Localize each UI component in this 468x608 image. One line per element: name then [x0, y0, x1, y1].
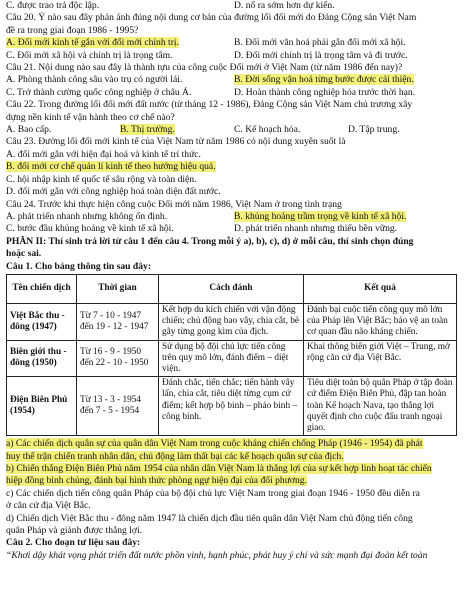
part2-title-line2: hoặc sai. — [6, 248, 42, 260]
statement-a-line2: huy thế trận chiến tranh nhân dân, chủ động làm thất bại các kế hoạch quân sự của địch. — [6, 450, 344, 462]
q22-stem-line1: Câu 22. Trong đường lối đổi mới đất nước (từ tháng 12 - 1986), Đảng Cộng sản Việt Nam chủ trương xây — [6, 99, 413, 111]
q20-option-c: C. Đổi mới xã hội và chính trị là trọng tâm. — [6, 49, 173, 61]
q22-option-a: A. Bao cấp. — [6, 124, 52, 136]
q20-stem-line1: Câu 20. Ý nào sau đây phản ánh đúng nội dung cơ bản của đường lối đổi mới do Đảng Cộng sản Việt Nam — [6, 12, 417, 24]
q20-option-d: D. Đổi mới chính trị là trọng tâm và đi trước. — [234, 49, 408, 61]
q22-stem-line2: dựng nền kinh tế vận hành theo cơ chế nào? — [6, 111, 175, 123]
table-row — [7, 303, 457, 340]
q21-options-ab — [6, 74, 462, 86]
q21-option-b: B. Đời sống vận hoá từng bước được cải thiện. — [234, 74, 414, 86]
statement-c-line2: ở căn cứ địa Việt Bắc. — [6, 500, 91, 512]
q24-stem: Câu 24. Trước khi thực hiện công cuộc Đổi mới năm 1986, Việt Nam ở trong tình trạng — [6, 198, 342, 210]
statement-b-line2: hiệp đồng binh chủng, đánh bại hình thức phòng ngự hiện đại của đối phương. — [6, 475, 307, 487]
q20-option-a: A. Đổi mới kinh tế gắn với đổi mới chính trị. — [6, 37, 179, 49]
q19-options — [6, 0, 462, 12]
q19-option-d: D. nổ ra sớm hơn dự kiến. — [234, 0, 335, 11]
q23-option-d: D. đổi mới gắn với công nghiệp hoá toàn diện đất nước. — [6, 186, 221, 198]
q21-option-c: C. Trở thành cường quốc công nghiệp ở châu Á. — [6, 86, 192, 98]
campaign-result: Đánh bại cuộc tiến công quy mô lớn của Pháp lên Việt Bắc; bảo vệ an toàn cơ quan đầu não kháng chiến. — [304, 303, 457, 340]
statement-c-line1: c) Các chiến dịch tiến công quân Pháp của bộ đội chủ lực Việt Nam trong giai đoạn 1946 - 1950 đều diễn ra — [6, 487, 420, 499]
q21-option-d: D. Hoàn thành công nghiệp hóa trước thời hạn. — [234, 86, 416, 98]
table-header-name: Tên chiến dịch — [7, 274, 77, 303]
q23-option-b: B. đổi mới cơ chế quản lí kinh tế theo hướng hiệu quả. — [6, 161, 216, 173]
table-row — [7, 340, 457, 377]
campaign-time: Từ 16 - 9 - 1950 đến 22 - 10 - 1950 — [77, 340, 159, 377]
table-header-time: Thời gian — [77, 274, 159, 303]
campaign-method: Sử dụng bộ đội chủ lực tiến công trên quy mô lớn, đánh điểm – diệt viện. — [159, 340, 304, 377]
statement-d-line2: quân Pháp và giành được thắng lợi. — [6, 525, 143, 537]
campaign-method: Kết hợp du kích chiến với vận động chiến; chủ động bao vây, chia cắt, bẻ gãy từng gọng kìm của địch. — [159, 303, 304, 340]
statement-b-line1: b) Chiến thắng Điện Biên Phủ năm 1954 của nhân dân Việt Nam là thắng lợi của sự kết hợp linh hoạt tác chiến — [6, 462, 432, 474]
q19-option-c: C. được trao trả độc lập. — [6, 0, 100, 11]
q24-option-a: A. phát triển nhanh nhưng không ổn định. — [6, 210, 168, 222]
campaign-name: Biên giới thu - đông (1950) — [7, 340, 77, 377]
q20-stem-line2: đề ra trong giai đoạn 1986 - 1995? — [6, 24, 139, 36]
campaign-method: Đánh chắc, tiến chắc; tiến hành vây lấn, chia cắt, tiêu diệt từng cụm cứ điểm; kết hợp bộ binh – pháo binh – công binh. — [159, 377, 304, 436]
q24-option-b: B. khủng hoảng trầm trọng về kinh tế xã hội. — [234, 210, 407, 222]
q20-option-b: B. Đổi mới văn hoá phải gắn đổi mới xã hội. — [234, 37, 406, 49]
table-header-method: Cách đánh — [159, 274, 304, 303]
campaign-time: Từ 7 - 10 - 1947 đến 19 - 12 - 1947 — [77, 303, 159, 340]
table-row — [7, 377, 457, 436]
campaign-name: Điện Biên Phủ (1954) — [7, 377, 77, 436]
campaign-result: Tiêu diệt toàn bộ quân Pháp ở tập đoàn cứ điểm Điện Biên Phủ, đập tan hoàn toàn Kế hoạch Nava, tạo thắng lợi quyết định cho cuộc đấu tranh ngoại giao. — [304, 377, 457, 436]
q21-stem: Câu 21. Nội dung nào sau đây là thành tựu của công cuộc Đổi mới ở Việt Nam (từ năm 1986 đến nay)? — [6, 62, 403, 74]
q22-option-c: C. Kế hoạch hóa. — [234, 124, 301, 136]
q24-option-d: D. phát triển nhanh nhưng thiếu bền vững. — [234, 223, 398, 235]
statement-d-line1: d) Chiến dịch Việt Bắc thu - đông năm 1947 là chiến dịch đầu tiên quân dân Việt Nam chủ động tiến công — [6, 512, 413, 524]
q22-option-d: D. Tập trung. — [348, 124, 400, 136]
q23-option-c: C. hội nhập kinh tế quốc tế sâu rộng và toàn diện. — [6, 173, 197, 185]
part2-title-line1: PHẦN II: Thí sinh trả lời từ câu 1 đến câu 4. Trong mỗi ý a), b), c), d) ở mỗi câu, thí sinh chọn đúng — [6, 235, 414, 247]
q24-option-c: C. bước đầu khủng hoảng về kinh tế xã hội. — [6, 223, 174, 235]
q20-options-cd — [6, 50, 462, 62]
q23-option-a: A. đổi mới gắn với hiện đại hoá và kinh tế trí thức. — [6, 148, 201, 160]
q22-options — [6, 124, 462, 136]
campaign-name: Việt Bắc thu - đông (1947) — [7, 303, 77, 340]
table-header-row — [7, 274, 457, 303]
q20-options-ab — [6, 37, 462, 49]
q23-stem: Câu 23. Đường lối đổi mới kinh tế của Việt Nam từ năm 1986 có nội dung xuyên suốt là — [6, 136, 346, 148]
statement-a-line1: a) Các chiến dịch quân sự của quân dân Việt Nam trong cuộc kháng chiến chống Pháp (1946 - 1954) đã phát — [6, 438, 423, 450]
campaign-result: Khai thông biên giới Việt – Trung, mở rộng căn cứ địa Việt Bắc. — [304, 340, 457, 377]
q24-options-cd — [6, 223, 462, 235]
part2-question1-title: Câu 1. Cho bảng thông tin sau đây: — [6, 260, 152, 272]
q21-options-cd — [6, 87, 462, 99]
q21-option-a: A. Phòng thành công sâu vào trụ có người lái. — [6, 74, 183, 86]
campaign-time: Từ 13 - 3 - 1954 đến 7 - 5 - 1954 — [77, 377, 159, 436]
q22-option-b: B. Thị trường. — [120, 124, 175, 136]
table-header-result: Kết quả — [304, 274, 457, 303]
question2-title: Câu 2. Cho đoạn tư liệu sau đây: — [6, 537, 141, 549]
q24-options-ab — [6, 211, 462, 223]
campaign-table — [6, 274, 457, 436]
question2-quote: “Khơi dậy khát vọng phát triển đất nước phồn vinh, hạnh phúc, phát huy ý chí và sức mạnh đại đoàn kết toàn — [6, 549, 428, 561]
